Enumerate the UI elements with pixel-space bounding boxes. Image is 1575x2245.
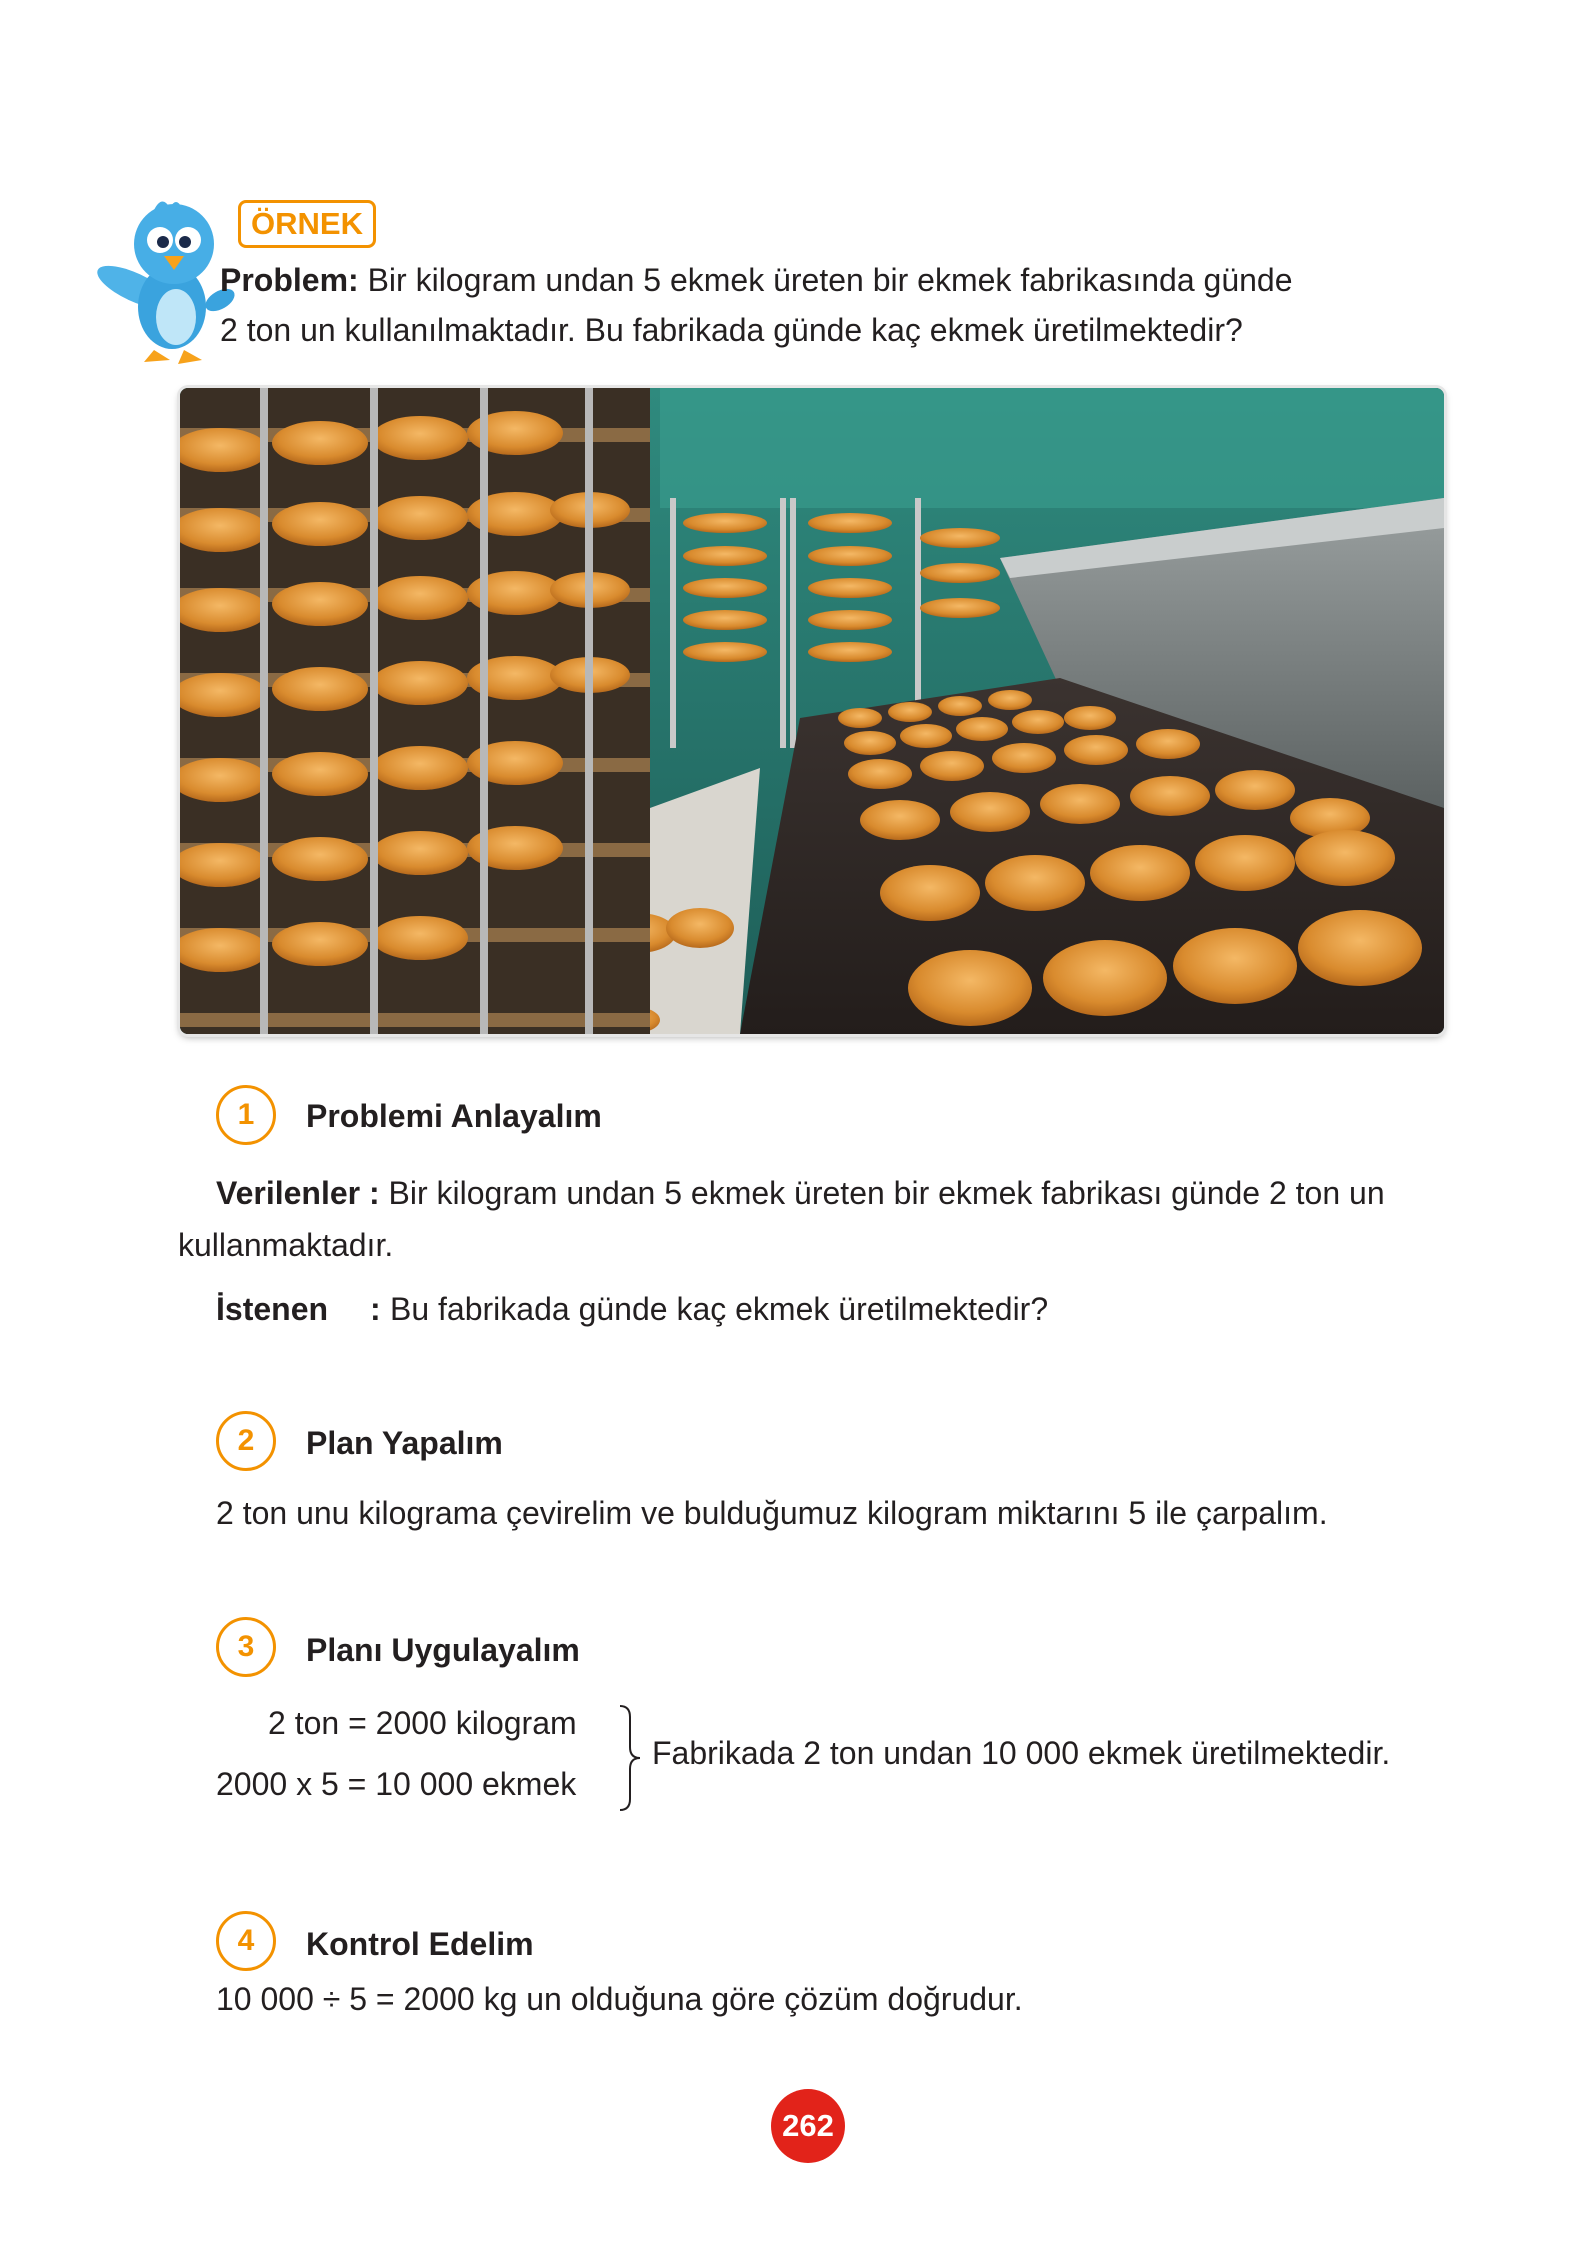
example-badge: ÖRNEK (238, 200, 376, 248)
asked-label: İstenen (216, 1291, 329, 1327)
problem-text-line1: Bir kilogram undan 5 ekmek üreten bir ekmek fabrikasında günde (367, 262, 1293, 298)
page-number: 262 (771, 2089, 845, 2163)
right-brace-icon (616, 1703, 646, 1813)
problem-label: Problem: (220, 262, 359, 298)
step-4-number: 4 (216, 1911, 276, 1971)
bakery-photo (180, 388, 1444, 1034)
step-3-title: Planı Uygulayalım (306, 1632, 580, 1668)
problem-text-line2: 2 ton un kullanılmaktadır. Bu fabrikada günde kaç ekmek üretilmektedir? (220, 312, 1243, 348)
problem-statement (220, 252, 1435, 308)
equation-1: 2 ton = 2000 kilogram (268, 1705, 577, 1741)
given-text-line2: kullanmaktadır. (178, 1227, 394, 1263)
step-2-number: 2 (216, 1411, 276, 1471)
step-2-title: Plan Yapalım (306, 1425, 503, 1461)
step-1-number: 1 (216, 1085, 276, 1145)
given-label: Verilenler : (216, 1175, 380, 1211)
conclusion: Fabrikada 2 ton undan 10 000 ekmek üretilmektedir. (652, 1735, 1391, 1771)
check-text: 10 000 ÷ 5 = 2000 kg un olduğuna göre çözüm doğrudur. (216, 1981, 1023, 2017)
step-4-title: Kontrol Edelim (306, 1926, 534, 1962)
step-3-number: 3 (216, 1617, 276, 1677)
plan-text: 2 ton unu kilograma çevirelim ve bulduğumuz kilogram miktarını 5 ile çarpalım. (216, 1495, 1328, 1531)
given-line1 (216, 1173, 1385, 1213)
equation-2: 2000 x 5 = 10 000 ekmek (216, 1766, 577, 1802)
asked-text: Bu fabrikada günde kaç ekmek üretilmektedir? (390, 1291, 1049, 1327)
given-text-line1: Bir kilogram undan 5 ekmek üreten bir ekmek fabrikası günde 2 ton un (388, 1175, 1385, 1211)
asked-colon: : (370, 1291, 381, 1327)
step-1-title: Problemi Anlayalım (306, 1098, 602, 1134)
bakery-illustration (180, 388, 1444, 1034)
